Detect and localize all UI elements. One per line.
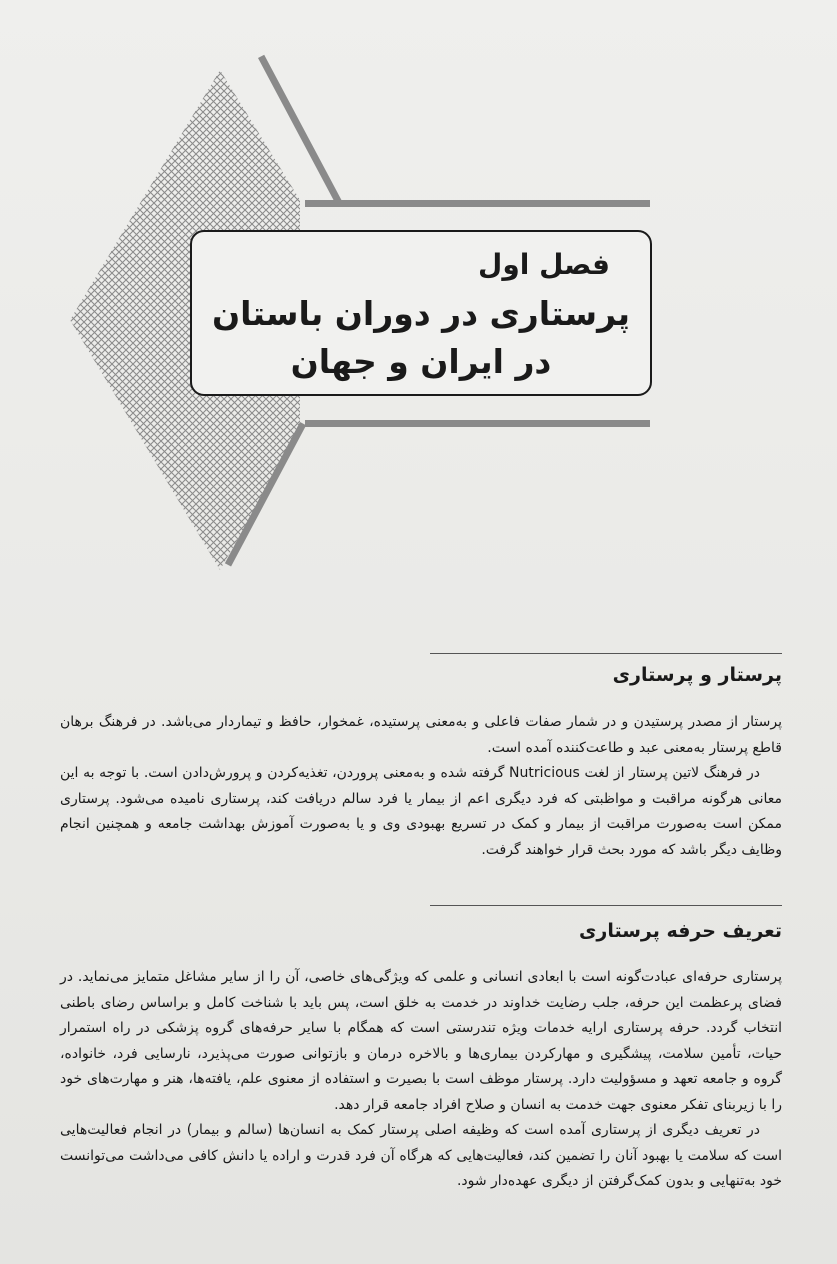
section-2-title: تعریف حرفه پرستاری bbox=[578, 920, 782, 942]
chapter-title-box bbox=[190, 230, 652, 396]
chapter-title bbox=[192, 290, 650, 386]
chapter-number-label: فصل اول bbox=[478, 248, 610, 281]
chapter-title-line-2: در ایران و جهان bbox=[290, 342, 552, 381]
section-1-paragraph-1: پرستار از مصدر پرستیدن و در شمار صفات فاعلی و به‌معنی پرستیده، غمخوار، حافظ و تیماردار می‌باشد. در فرهنگ برهان قاطع پرستار به‌معنی عبد و طاعت‌کننده آمده است. bbox=[60, 714, 782, 756]
decorative-bar-bottom bbox=[305, 420, 650, 427]
section-1-body bbox=[60, 710, 782, 863]
section-1-rule bbox=[430, 653, 782, 654]
decorative-bar-top bbox=[305, 200, 650, 207]
section-1-title: پرستار و پرستاری bbox=[612, 664, 782, 686]
section-2-paragraph-2: در تعریف دیگری از پرستاری آمده است که وظیفه اصلی پرستار کمک به انسان‌ها (سالم و بیمار) در انجام فعالیت‌هایی است که سلامت یا بهبود آنان را تضمین کند، فعالیت‌هایی که هرگاه آن فرد قدرت و اراده یا دانش کافی می‌داشت می‌توانست خود به‌تنهایی و بدون کمک‌گرفتن از دیگری عهده‌دار شود. bbox=[60, 1122, 782, 1189]
section-2-paragraph-1: پرستاری حرفه‌ای عبادت‌گونه است با ابعادی انسانی و علمی که ویژگی‌های خاصی، آن را از سایر مشاغل متمایز می‌نماید. در فضای پرعظمت این حرفه، جلب رضایت خداوند در خدمت به خلق است، پس باید با شناخت کامل و براساس رضای باطنی انتخاب گردد. حرفه پرستاری ارایه خدمات ویژه تندرستی است که همگام با سایر حرفه‌های گروه پزشکی در راه استمرار حیات، تأمین سلامت، پیشگیری و مهارکردن بیماری‌ها و بالاخره درمان و بازتوانی صورت می‌پذیرد، نارسایی فرد، خانواده، گروه و جامعه تعهد و مسؤولیت دارد. پرستار موظف است با بصیرت و استفاده از معنوی علم، یافته‌ها، هنر و مهارت‌های خود را با زیربنای تفکر معنوی جهت خدمت به انسان و صلاح افراد جامعه قرار دهد. bbox=[60, 969, 782, 1113]
section-1-paragraph-2: در فرهنگ لاتین پرستار از لغت Nutricious گرفته شده و به‌معنی پروردن، تغذیه‌کردن و پرورش‌دادن است. با توجه به این معانی هرگونه مراقبت و مواظبتی که فرد دیگری اعم از بیمار یا فرد سالم دریافت کند، پرستاری نامیده می‌شود. پرستاری ممکن است به‌صورت مراقبت از بیمار و کمک در تسریع بهبودی وی و یا به‌صورت آموزش بهداشت جامعه و همچنین انجام وظایف دیگر باشد که مورد بحث قرار خواهند گرفت. bbox=[60, 765, 782, 858]
chapter-title-line-1: پرستاری در دوران باستان bbox=[211, 294, 631, 333]
section-2-rule bbox=[430, 905, 782, 906]
section-2-body bbox=[60, 965, 782, 1195]
